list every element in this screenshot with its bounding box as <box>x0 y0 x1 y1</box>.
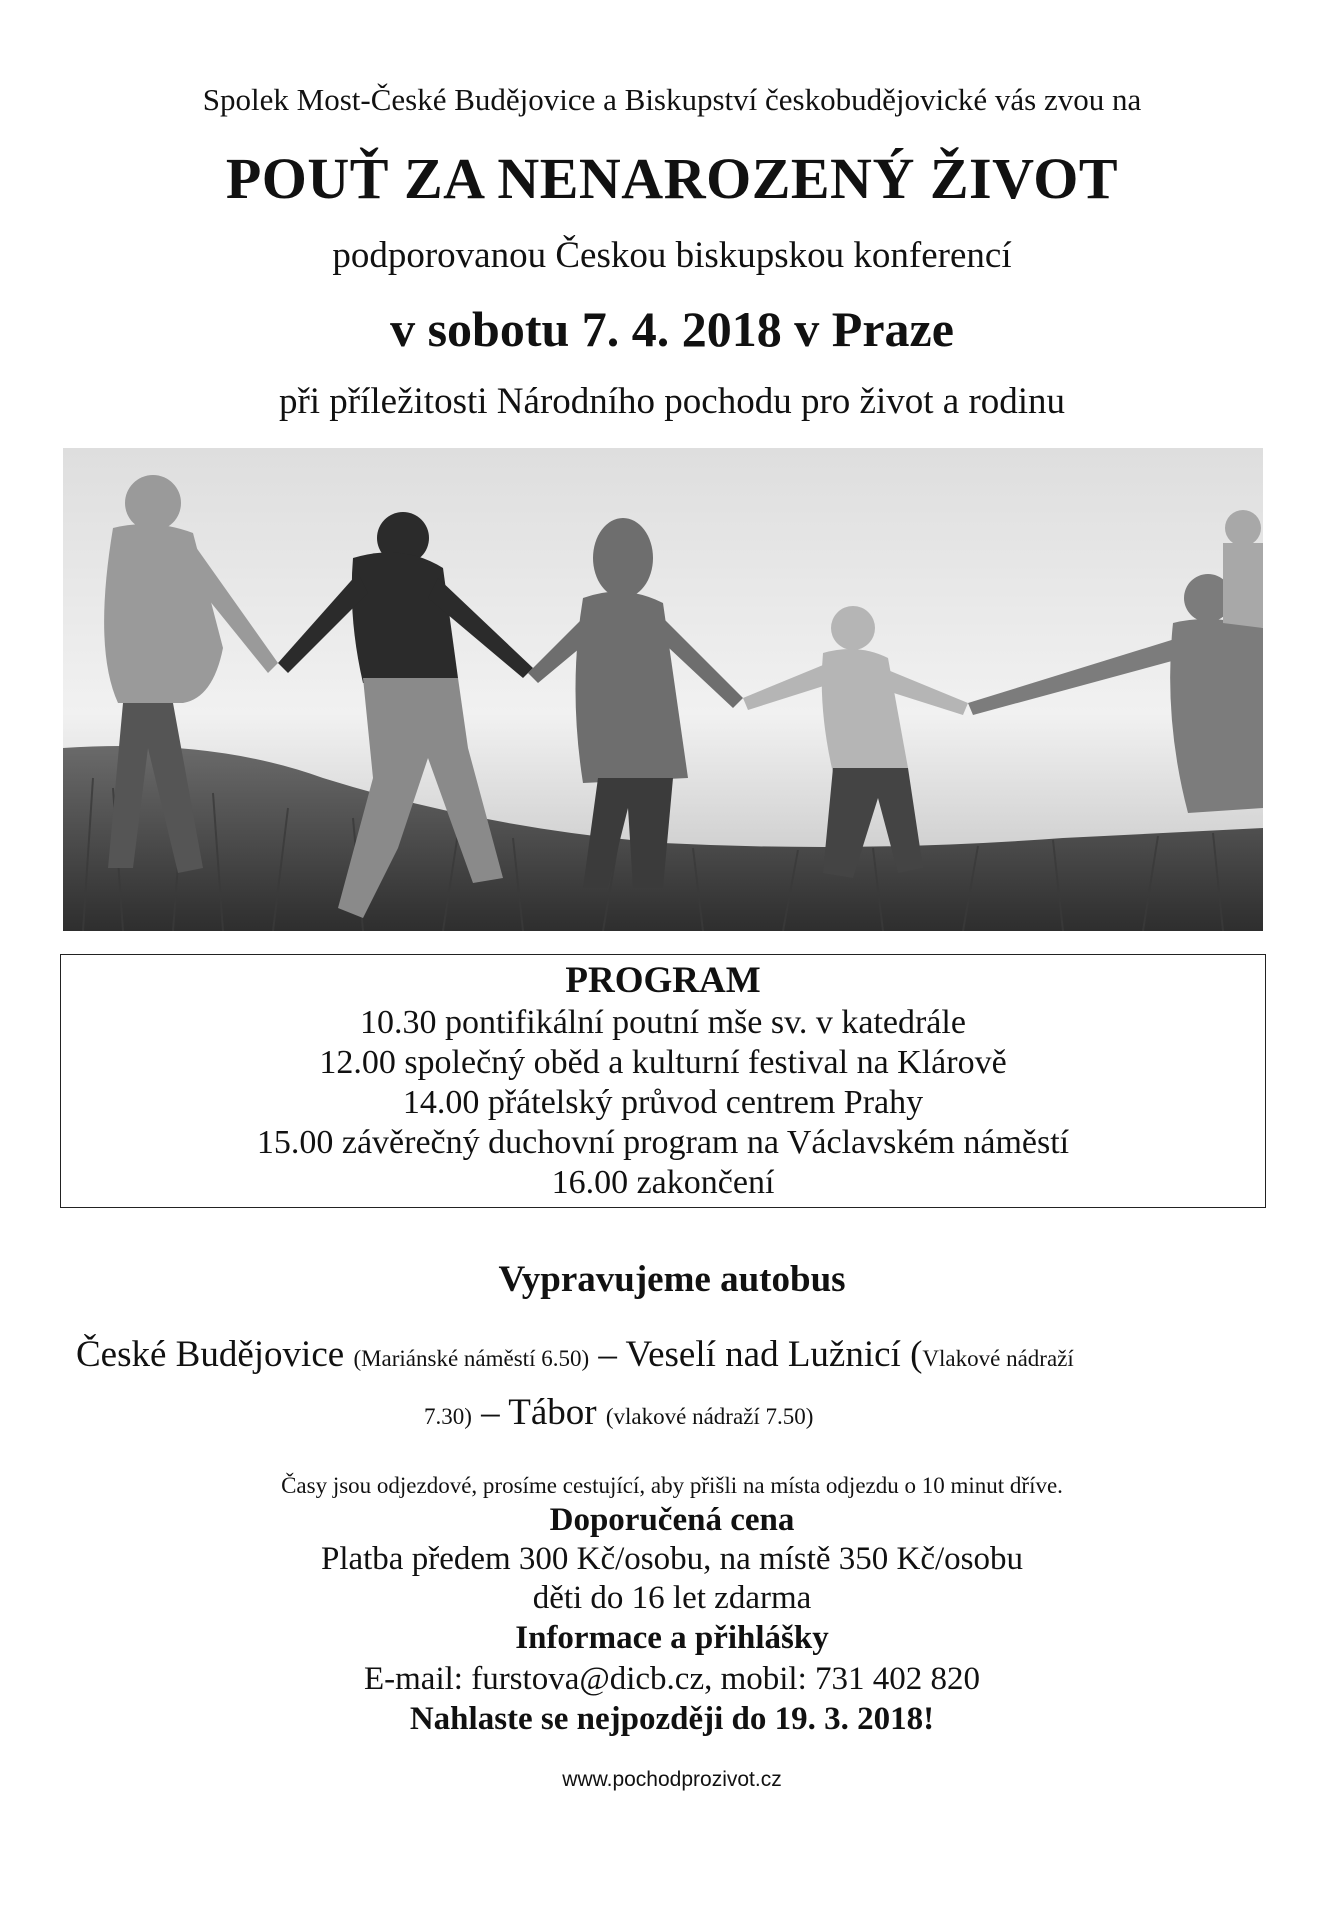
departure-note: Časy jsou odjezdové, prosíme cestující, aby přišli na místa odjezdu o 10 minut dříve. <box>281 1473 1063 1498</box>
family-holding-hands-photo <box>63 448 1263 931</box>
stop-tabor-detail: (vlakové nádraží 7.50) <box>605 1404 814 1429</box>
program-item: 15.00 závěrečný duchovní program na Václavském náměstí <box>256 1124 1070 1161</box>
program-title: PROGRAM <box>565 960 761 1001</box>
page-title: POUŤ ZA NENAROZENÝ ŽIVOT <box>225 146 1119 211</box>
program-item: 16.00 zakončení <box>551 1164 775 1201</box>
program-box <box>60 954 1266 1208</box>
registration-deadline: Nahlaste se nejpozději do 19. 3. 2018! <box>409 1701 935 1737</box>
stop-veseli: Veselí nad Lužnicí <box>625 1334 901 1375</box>
occasion-text: při příležitosti Národního pochodu pro život a rodinu <box>278 381 1066 422</box>
website-link[interactable]: www.pochodprozivot.cz <box>562 1768 782 1791</box>
stop-veseli-detail: Vlakové nádraží <box>922 1346 1074 1371</box>
bus-heading: Vypravujeme autobus <box>498 1259 846 1300</box>
bus-route-line-1 <box>76 1328 1276 1386</box>
price-children: děti do 16 let zdarma <box>532 1580 812 1616</box>
info-heading: Informace a přihlášky <box>515 1620 829 1656</box>
intro-text: Spolek Most-České Budějovice a Biskupství českobudějovické vás zvou na <box>202 82 1142 117</box>
stop-ceske-budejovice: České Budějovice <box>76 1334 345 1375</box>
stop-ceske-budejovice-detail: (Mariánské náměstí 6.50) <box>353 1346 590 1371</box>
subtitle: podporovanou Českou biskupskou konferencí <box>332 235 1012 276</box>
stop-tabor: Tábor <box>508 1392 597 1433</box>
program-item: 14.00 přátelský průvod centrem Prahy <box>402 1084 924 1121</box>
stop-veseli-paren: ( <box>910 1334 923 1375</box>
stop-veseli-time: 7.30) <box>424 1404 472 1429</box>
event-date: v sobotu 7. 4. 2018 v Praze <box>390 301 954 357</box>
bus-route <box>76 1328 1276 1444</box>
route-dash: – <box>481 1392 500 1433</box>
contact-info: E-mail: furstova@dicb.cz, mobil: 731 402 820 <box>363 1661 981 1697</box>
price-line: Platba předem 300 Kč/osobu, na místě 350 Kč/osobu <box>320 1541 1024 1577</box>
bus-route-line-2 <box>76 1386 1276 1444</box>
program-item: 12.00 společný oběd a kulturní festival na Klárově <box>319 1044 1007 1081</box>
price-heading: Doporučená cena <box>549 1502 795 1538</box>
route-dash: – <box>598 1334 617 1375</box>
program-item: 10.30 pontifikální poutní mše sv. v katedrále <box>360 1004 966 1041</box>
